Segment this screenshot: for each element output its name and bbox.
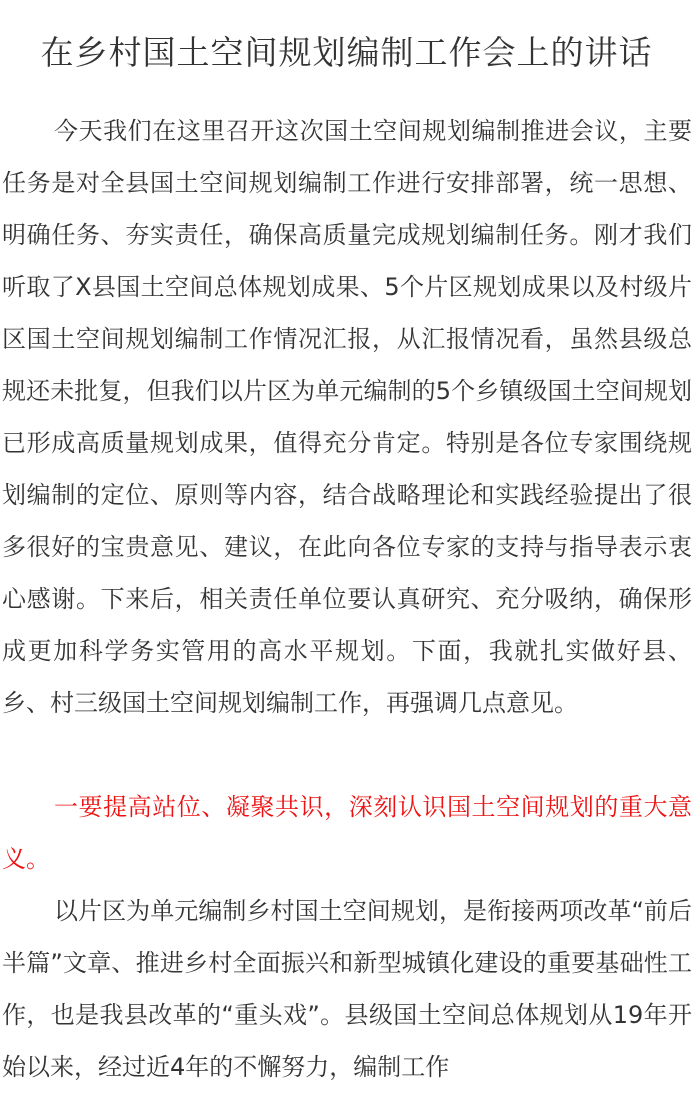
body-paragraph: 以片区为单元编制乡村国土空间规划，是衔接两项改革“前后半篇”文章、推进乡村全面振兴和新型城镇化建设的重要基础性工作，也是我县改革的“重头戏”。县级国土空间总体规划从19年开始以来，经过近4年的不懈努力，编制工作 xyxy=(2,897,692,1081)
document-title: 在乡村国土空间规划编制工作会上的讲话 xyxy=(40,33,653,72)
body-paragraph: 今天我们在这里召开这次国土空间规划编制推进会议，主要任务是对全县国土空间规划编制工作进行安排部署，统一思想、明确任务、夯实责任，确保高质量完成规划编制任务。刚才我们听取了X县国土空间总体规划成果、5个片区规划成果以及村级片区国土空间规划编制工作情况汇报，从汇报情况看，虽然县级总规还未批复，但我们以片区为单元编制的5个乡镇级国土空间规划已形成高质量规划成果，值得充分肯定。特别是各位专家围绕规划编制的定位、原则等内容，结合战略理论和实践经验提出了很多很好的宝贵意见、建议，在此向各位专家的支持与指导表示衷心感谢。下来后，相关责任单位要认真研究、充分吸纳，确保形成更加科学务实管用的高水平规划。下面，我就扎实做好县、乡、村三级国土空间规划编制工作，再强调几点意见。 xyxy=(2,117,692,717)
section-heading: 一要提高站位、凝聚共识，深刻认识国土空间规划的重大意义。 xyxy=(2,793,692,873)
